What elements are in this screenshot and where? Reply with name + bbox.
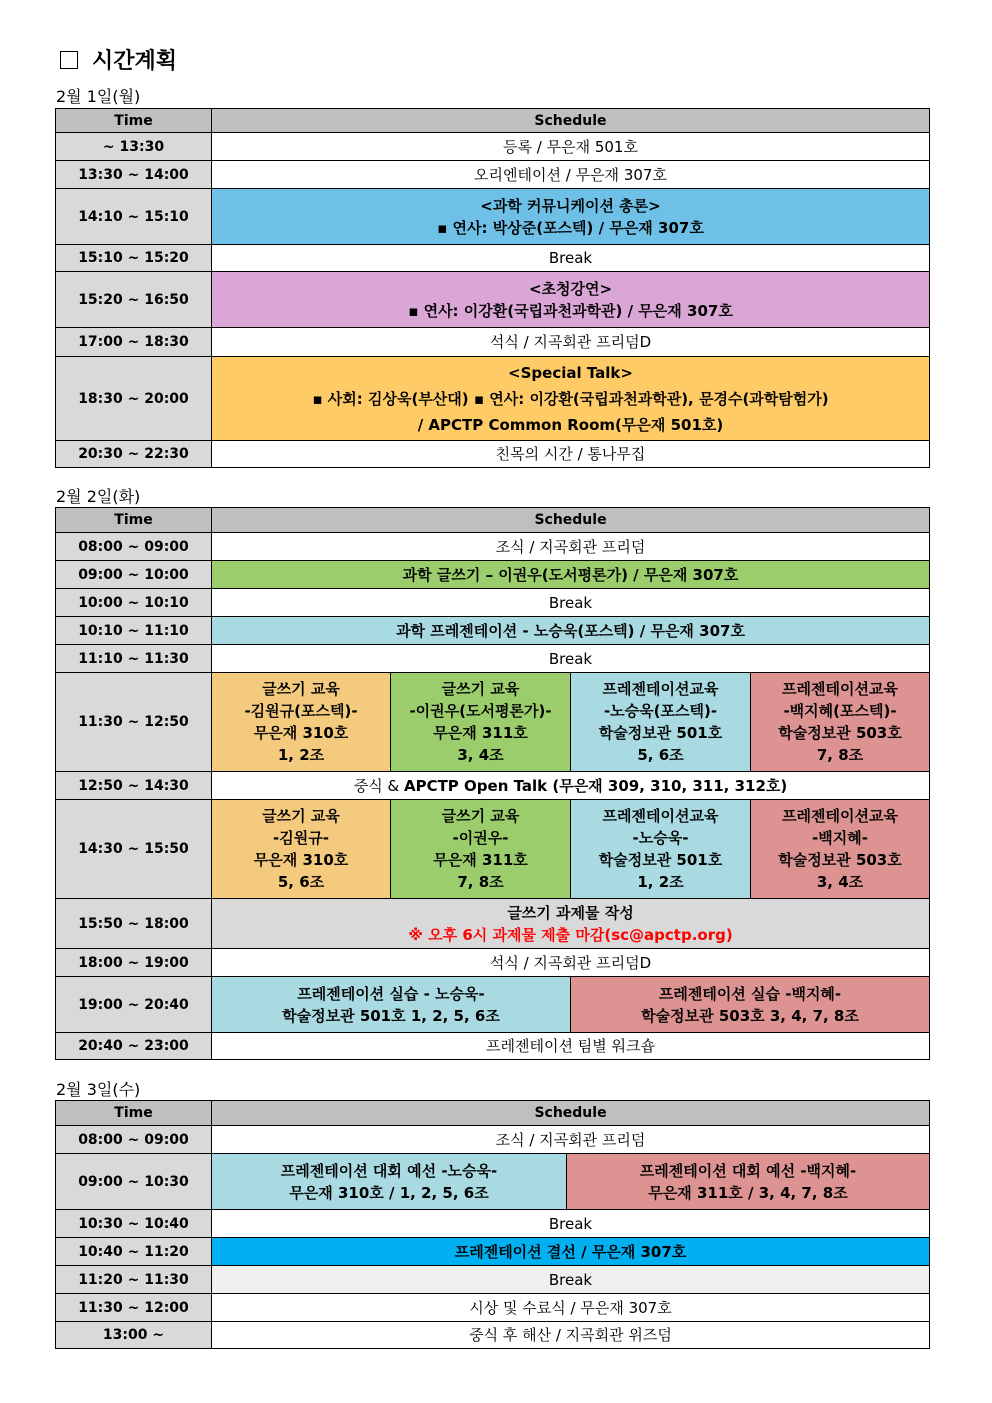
- session-room: 무은재 311호: [433, 724, 528, 742]
- time-cell: 11:30 ~ 12:00: [56, 1294, 212, 1322]
- table-header-row: [56, 508, 930, 533]
- session-cell: [571, 800, 751, 899]
- table-row: [56, 357, 930, 441]
- session-title: <Special Talk>: [508, 363, 633, 382]
- table-row: [56, 272, 930, 328]
- checkbox-square-icon: [60, 51, 78, 69]
- schedule-cell: 프레젠테이션 팀별 워크숍: [212, 1033, 930, 1060]
- assignment-title: 글쓰기 과제물 작성: [507, 903, 634, 922]
- table-row: [56, 1266, 930, 1294]
- table-row: [56, 977, 930, 1033]
- session-title: 글쓰기 교육: [441, 680, 520, 698]
- table-row: [56, 1210, 930, 1238]
- time-cell: 15:20 ~ 16:50: [56, 272, 212, 328]
- schedule-cell: 석식 / 지곡회관 프리덤D: [212, 949, 930, 977]
- session-title: 프레젠테이션 실습 -백지혜-: [658, 984, 842, 1003]
- session-cell: [391, 673, 571, 772]
- session-groups: 7, 8조: [816, 746, 864, 764]
- schedule-cell: 과학 프레젠테이션 - 노승욱(포스텍) / 무은재 307호: [212, 617, 930, 645]
- day1-label: 2월 1일(월): [56, 87, 141, 106]
- schedule-cell: 조식 / 지곡회관 프리덤: [212, 533, 930, 561]
- table-header-row: [56, 109, 930, 133]
- session-room: 학술정보관 503호: [778, 724, 902, 742]
- session-title: <초청강연>: [528, 279, 613, 298]
- session-room: 학술정보관 501호: [598, 851, 723, 869]
- schedule-header: Schedule: [212, 1101, 930, 1126]
- session-cell: [751, 673, 930, 772]
- time-header: Time: [56, 1101, 212, 1126]
- lunch-text: 중식 &: [353, 776, 404, 795]
- time-cell: 15:50 ~ 18:00: [56, 899, 212, 949]
- time-cell: 15:10 ~ 15:20: [56, 245, 212, 272]
- table-row: [56, 645, 930, 673]
- time-cell: 10:40 ~ 11:20: [56, 1238, 212, 1266]
- session-cell: [212, 977, 571, 1033]
- table-row: [56, 161, 930, 189]
- time-cell: 08:00 ~ 09:00: [56, 533, 212, 561]
- table-row: [56, 899, 930, 949]
- time-cell: 20:40 ~ 23:00: [56, 1033, 212, 1060]
- session-title: 프레젠테이션교육: [782, 680, 898, 698]
- schedule-cell: Break: [212, 1210, 930, 1238]
- page-title: [60, 44, 177, 75]
- session-instructor: -김원규(포스텍)-: [244, 702, 358, 720]
- session-location: / APCTP Common Room(무은재 501호): [417, 415, 724, 434]
- table-row: [56, 1294, 930, 1322]
- table-row: [56, 1033, 930, 1060]
- time-header: Time: [56, 109, 212, 133]
- day3-label: 2월 3일(수): [56, 1080, 141, 1099]
- session-room: 무은재 310호: [253, 724, 349, 742]
- table-row: [56, 1238, 930, 1266]
- session-title: 프레젠테이션 실습 - 노승욱-: [297, 984, 485, 1003]
- time-cell: 12:50 ~ 14:30: [56, 772, 212, 800]
- session-speaker: ▪ 연사: 박상준(포스텍) / 무은재 307호: [437, 218, 704, 237]
- schedule-cell: Break: [212, 245, 930, 272]
- session-instructor: -노승욱(포스텍)-: [603, 702, 718, 720]
- session-cell: [212, 673, 391, 772]
- session-groups: 3, 4조: [457, 746, 504, 764]
- schedule-cell: [212, 189, 930, 245]
- session-cell: [391, 800, 571, 899]
- deadline-notice: ※ 오후 6시 과제물 제출 마감(sc@apctp.org): [408, 925, 733, 944]
- session-title: 프레젠테이션교육: [782, 807, 898, 825]
- schedule-cell: [212, 772, 930, 800]
- schedule-cell: 조식 / 지곡회관 프리덤: [212, 1126, 930, 1154]
- session-title: 글쓰기 교육: [262, 807, 340, 825]
- time-cell: 18:30 ~ 20:00: [56, 357, 212, 441]
- session-room: 학술정보관 503호: [778, 851, 902, 869]
- table-row: [56, 533, 930, 561]
- session-instructor: -이권우-: [452, 829, 509, 847]
- table-row: [56, 1126, 930, 1154]
- session-groups: 5, 6조: [277, 873, 325, 891]
- time-cell: 20:30 ~ 22:30: [56, 441, 212, 468]
- session-room: 학술정보관 503호 3, 4, 7, 8조: [641, 1006, 859, 1025]
- schedule-cell: [212, 899, 930, 949]
- table-row: [56, 441, 930, 468]
- time-cell: 11:10 ~ 11:30: [56, 645, 212, 673]
- schedule-cell: Break: [212, 589, 930, 617]
- session-title: 프레젠테이션 대회 예선 -백지혜-: [639, 1161, 857, 1180]
- session-groups: 1, 2조: [277, 746, 325, 764]
- schedule-cell: 시상 및 수료식 / 무은재 307호: [212, 1294, 930, 1322]
- table-row: [56, 189, 930, 245]
- time-cell: 14:10 ~ 15:10: [56, 189, 212, 245]
- open-talk-text: APCTP Open Talk (무은재 309, 310, 311, 312호): [403, 776, 788, 795]
- schedule-cell: [212, 357, 930, 441]
- table-row: [56, 133, 930, 161]
- time-cell: 13:00 ~: [56, 1322, 212, 1349]
- table-row: [56, 1154, 930, 1210]
- schedule-cell: Break: [212, 1266, 930, 1294]
- schedule-cell: 친목의 시간 / 통나무집: [212, 441, 930, 468]
- table-row: [56, 800, 930, 899]
- session-instructor: -노승욱-: [632, 829, 689, 847]
- session-instructor: -백지혜(포스텍)-: [783, 702, 897, 720]
- time-cell: 10:30 ~ 10:40: [56, 1210, 212, 1238]
- time-cell: 08:00 ~ 09:00: [56, 1126, 212, 1154]
- session-title: 프레젠테이션교육: [602, 807, 719, 825]
- session-room: 학술정보관 501호 1, 2, 5, 6조: [282, 1006, 500, 1025]
- time-cell: 19:00 ~ 20:40: [56, 977, 212, 1033]
- schedule-cell: Break: [212, 645, 930, 673]
- session-title: 글쓰기 교육: [441, 807, 520, 825]
- session-room: 무은재 310호 / 1, 2, 5, 6조: [289, 1183, 489, 1202]
- table-header-row: [56, 1101, 930, 1126]
- session-groups: 3, 4조: [816, 873, 864, 891]
- table-row: [56, 772, 930, 800]
- schedule-cell: 오리엔테이션 / 무은재 307호: [212, 161, 930, 189]
- session-room: 무은재 311호: [433, 851, 528, 869]
- table-row: [56, 245, 930, 272]
- schedule-cell: [212, 272, 930, 328]
- table-row: [56, 1322, 930, 1349]
- session-title: <과학 커뮤니케이션 총론>: [480, 196, 661, 215]
- time-cell: 10:10 ~ 11:10: [56, 617, 212, 645]
- session-cell: [567, 1154, 930, 1210]
- table-row: [56, 561, 930, 589]
- session-title: 글쓰기 교육: [262, 680, 340, 698]
- session-room: 학술정보관 501호: [598, 724, 723, 742]
- table-row: [56, 328, 930, 357]
- schedule-cell: 석식 / 지곡회관 프리덤D: [212, 328, 930, 357]
- session-speaker: ▪ 연사: 이강환(국립과천과학관) / 무은재 307호: [408, 301, 733, 320]
- schedule-cell: 프레젠테이션 결선 / 무은재 307호: [212, 1238, 930, 1266]
- time-cell: 13:30 ~ 14:00: [56, 161, 212, 189]
- session-cell: [571, 673, 751, 772]
- session-cell: [571, 977, 930, 1033]
- schedule-cell: 과학 글쓰기 – 이권우(도서평론가) / 무은재 307호: [212, 561, 930, 589]
- session-groups: 1, 2조: [637, 873, 684, 891]
- session-title: 프레젠테이션 대회 예선 -노승욱-: [280, 1161, 498, 1180]
- table-row: [56, 673, 930, 772]
- session-room: 무은재 310호: [253, 851, 349, 869]
- table-row: [56, 949, 930, 977]
- session-speaker: ▪ 사회: 김상욱(부산대) ▪ 연사: 이강환(국립과천과학관), 문경수(과학탐험가): [312, 389, 829, 408]
- time-cell: ~ 13:30: [56, 133, 212, 161]
- day2-label: 2월 2일(화): [56, 487, 141, 506]
- page-title-text: 시간계획: [92, 49, 178, 74]
- table-row: [56, 617, 930, 645]
- schedule-cell: 등록 / 무은재 501호: [212, 133, 930, 161]
- time-cell: 11:20 ~ 11:30: [56, 1266, 212, 1294]
- time-cell: 09:00 ~ 10:00: [56, 561, 212, 589]
- time-cell: 10:00 ~ 10:10: [56, 589, 212, 617]
- schedule-header: Schedule: [212, 109, 930, 133]
- session-instructor: -이권우(도서평론가)-: [409, 702, 552, 720]
- time-cell: 09:00 ~ 10:30: [56, 1154, 212, 1210]
- time-cell: 18:00 ~ 19:00: [56, 949, 212, 977]
- schedule-header: Schedule: [212, 508, 930, 533]
- time-header: Time: [56, 508, 212, 533]
- day3-schedule-table: [55, 1100, 930, 1349]
- day2-schedule-table: [55, 507, 930, 1060]
- session-title: 프레젠테이션교육: [602, 680, 719, 698]
- session-cell: [751, 800, 930, 899]
- session-instructor: -김원규-: [273, 829, 329, 847]
- day1-schedule-table: [55, 108, 930, 468]
- table-row: [56, 589, 930, 617]
- schedule-cell: 중식 후 해산 / 지곡회관 위즈덤: [212, 1322, 930, 1349]
- session-groups: 5, 6조: [637, 746, 684, 764]
- time-cell: 11:30 ~ 12:50: [56, 673, 212, 772]
- session-cell: [212, 800, 391, 899]
- time-cell: 14:30 ~ 15:50: [56, 800, 212, 899]
- session-room: 무은재 311호 / 3, 4, 7, 8조: [648, 1183, 848, 1202]
- session-groups: 7, 8조: [457, 873, 504, 891]
- session-cell: [212, 1154, 567, 1210]
- time-cell: 17:00 ~ 18:30: [56, 328, 212, 357]
- session-instructor: -백지혜-: [812, 829, 868, 847]
